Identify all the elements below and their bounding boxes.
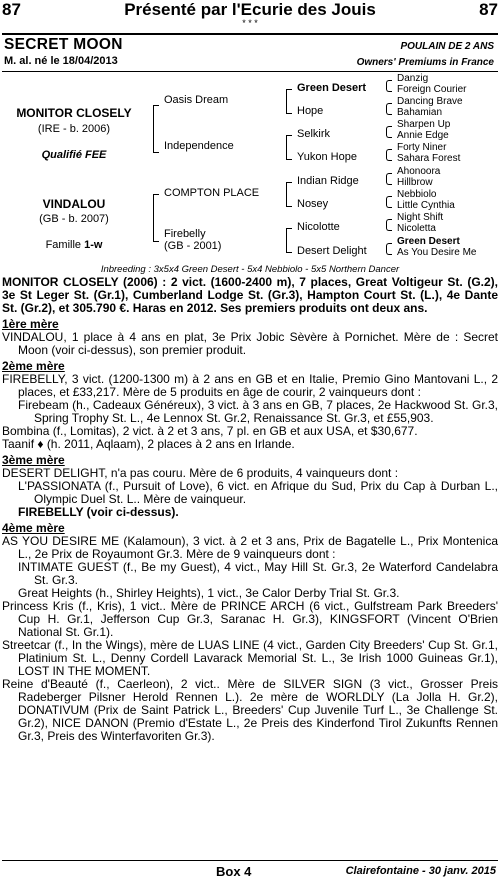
g3-6: Nosey xyxy=(297,198,329,210)
dam-name: VINDALOU xyxy=(42,197,106,211)
bracket-g2-1 xyxy=(286,89,292,114)
lot-number-right: 87 xyxy=(479,0,498,19)
g4-1: Danzig xyxy=(397,73,429,84)
g3-4: Yukon Hope xyxy=(297,151,357,163)
sire-name: MONITOR CLOSELY xyxy=(16,106,132,120)
g3-8: Desert Delight xyxy=(297,245,367,257)
fourth-dam-produce-2: Great Heights (h., Shirley Heights), 1 vict., 3e Calor Derby Trial St. Gr.3. xyxy=(18,586,400,600)
third-dam-produce-1: L'PASSIONATA (f., Pursuit of Love), 6 vict. en Afrique du Sud, Prix du Cap à Durban L., Olympic Duel St. L.. Mère de vainqueur. xyxy=(18,479,498,506)
bracket-g2-4 xyxy=(286,228,292,253)
first-dam-paragraph: VINDALOU, 1 place à 4 ans en plat, 3e Prix Jobic Sèvère à Pornichet. Mère de : Secret Moon (voir ci-dessus), son premier produit. xyxy=(2,330,498,357)
header-divider xyxy=(2,33,498,35)
second-dam-paragraph: FIREBELLY, 3 vict. (1200-1300 m) à 2 ans en GB et en Italie, Premio Gino Mantovani L., 2 places, et £33,217. Mère de 5 produits en âge de courir, 2 vainqueurs dont : xyxy=(2,372,498,399)
dam-family-label: Famille xyxy=(45,239,85,251)
header-stars: * * * xyxy=(242,18,258,28)
g4-4: Bahamian xyxy=(397,107,443,118)
second-dam-produce-2: Bombina (f., Lomitas), 2 vict. à 2 et 3 ans, 7 pl. en GB et aux USA, et $30,677. xyxy=(2,424,418,438)
g4-8: Sahara Forest xyxy=(397,153,461,164)
fourth-dam-produce-3: Princess Kris (f., Kris), 1 vict.. Mère de PRINCE ARCH (6 vict., Gulfstream Park Breeders' Cup H. Gr.1, Jefferson Cup Gr.3, Saranac H. Gr.3), KINGSFORT (Vincent O'Brien National St. Gr.1). xyxy=(2,599,498,639)
footer-divider xyxy=(2,860,498,861)
section-third-dam: 3ème mère xyxy=(2,453,65,467)
bracket-g2-3 xyxy=(286,182,292,207)
bracket-g3-5 xyxy=(386,173,392,185)
pedigree-divider xyxy=(2,71,498,72)
g4-9: Ahonoora xyxy=(397,166,441,177)
bracket-g3-8 xyxy=(386,243,392,255)
second-dam-produce-3: Taanif ♦ (h. 2011, Aqlaam), 2 places à 2 ans en Irlande. xyxy=(2,437,295,451)
g4-10: Hillbrow xyxy=(397,177,433,188)
horse-sex-age: POULAIN DE 2 ANS xyxy=(400,41,494,52)
g4-11: Nebbiolo xyxy=(397,189,437,200)
g4-15: Green Desert xyxy=(397,236,460,247)
section-fourth-dam: 4ème mère xyxy=(2,521,65,535)
dam-info: (GB - b. 2007) xyxy=(39,213,109,225)
fourth-dam-produce-4: Streetcar (f., In the Wings), mère de LUAS LINE (4 vict., Garden City Breeders' Cup St. Gr.1, Platinium St. L., Denny Cordell Lavarack Memorial St. L., 3e Irish 1000 Guineas Gr.1), LOST IN THE MOMENT. xyxy=(2,638,498,678)
bracket-g2-2 xyxy=(286,135,292,160)
section-second-dam: 2ème mère xyxy=(2,359,65,373)
bracket-g3-4 xyxy=(386,149,392,161)
fourth-dam-produce-1: INTIMATE GUEST (f., Be my Guest), 4 vict., May Hill St. Gr.3, 2e Waterford Candelabra St. Gr.3. xyxy=(18,560,498,587)
bracket-sire xyxy=(153,105,159,153)
g4-7: Forty Niner xyxy=(397,142,447,153)
g4-2: Foreign Courier xyxy=(397,84,467,95)
g3-1: Green Desert xyxy=(297,82,367,94)
dam-sire: COMPTON PLACE xyxy=(164,187,260,199)
g4-3: Dancing Brave xyxy=(397,96,463,107)
dam-dam: Firebelly xyxy=(164,228,206,240)
fourth-dam-paragraph: AS YOU DESIRE ME (Kalamoun), 3 vict. à 2 et 3 ans, Prix de Bagatelle L., Prix Montenica L., 2e Prix de Royaumont Gr.3. Mère de 9 vainqueurs dont : xyxy=(2,534,498,561)
sire-sire: Oasis Dream xyxy=(164,94,229,106)
horse-birth: M. al. né le 18/04/2013 xyxy=(4,55,118,67)
page-title: Présenté par l'Ecurie des Jouis xyxy=(124,0,376,19)
lot-number-left: 87 xyxy=(2,0,21,19)
dam-dam-info: (GB - 2001) xyxy=(164,240,222,252)
inbreeding-line: Inbreeding : 3x5x4 Green Desert - 5x4 Nebbiolo - 5x5 Northern Dancer xyxy=(100,264,400,275)
footer-box: Box 4 xyxy=(216,864,252,879)
sire-info: (IRE - b. 2006) xyxy=(37,123,111,135)
dam-family xyxy=(0,240,148,251)
g4-12: Little Cynthia xyxy=(397,200,455,211)
owners-premiums-note: Owners' Premiums in France xyxy=(356,57,494,68)
g4-5: Sharpen Up xyxy=(397,119,451,130)
g3-2: Hope xyxy=(297,105,324,117)
bracket-g3-3 xyxy=(386,126,392,138)
g4-14: Nicoletta xyxy=(397,223,436,234)
bracket-g3-2 xyxy=(386,103,392,115)
footer-sale: Clairefontaine - 30 janv. 2015 xyxy=(345,865,496,877)
dam-family-value: 1-w xyxy=(84,239,103,251)
g3-3: Selkirk xyxy=(297,128,331,140)
g4-16: As You Desire Me xyxy=(397,247,477,258)
sire-qualification: Qualifié FEE xyxy=(41,149,107,161)
sire-paragraph: MONITOR CLOSELY (2006) : 2 vict. (1600-2400 m), 7 places, Great Voltigeur St. (G.2), 3e St Leger St. (Gr.1), Cumberland Lodge St. (Gr.3), Hampton Court St. (L.), 4e Dante St. (Gr.2), et 305.790 €. Haras en 2012. Ses premiers produits ont deux ans. xyxy=(2,275,498,315)
third-dam-produce-2: FIREBELLY (voir ci-dessus). xyxy=(18,505,179,519)
g3-5: Indian Ridge xyxy=(297,175,359,187)
fourth-dam-produce-5: Reine d'Beauté (f., Caerleon), 2 vict.. Mère de SILVER SIGN (3 vict., Grosser Preis Radeberger Pilsner Herold Rennen L.). 2e mère de WORLDLY (La Jolla H. Gr.2), DONATIVUM (Prix de Saint Patrick L., Breeders' Cup Juvenile Turf L., 3e Challenge St. Gr.2), NICE DANON (Premio d'Estate L., 2e Preis des Kinderfond Tirol Zukunfts Rennen Gr.3, Preis des Winterfavoriten Gr.3). xyxy=(2,677,498,743)
bracket-dam xyxy=(153,194,159,242)
g4-6: Annie Edge xyxy=(397,130,449,141)
horse-name: SECRET MOON xyxy=(4,36,123,53)
g3-7: Nicolotte xyxy=(297,221,340,233)
second-dam-produce-1: Firebeam (h., Cadeaux Généreux), 3 vict. à 3 ans en GB, 7 places, 2e Hackwood St. Gr.3, Spring Trophy St. L., 4e Lennox St. Gr.2, Renaissance St. Gr.3, et £55,903. xyxy=(18,398,498,425)
third-dam-paragraph: DESERT DELIGHT, n'a pas couru. Mère de 6 produits, 4 vainqueurs dont : xyxy=(2,466,399,480)
bracket-g3-1 xyxy=(386,80,392,92)
bracket-g3-7 xyxy=(386,219,392,231)
catalogue-body xyxy=(2,276,498,743)
sire-dam: Independence xyxy=(164,140,234,152)
section-first-dam: 1ère mère xyxy=(2,317,59,331)
g4-13: Night Shift xyxy=(397,212,444,223)
bracket-g3-6 xyxy=(386,196,392,208)
